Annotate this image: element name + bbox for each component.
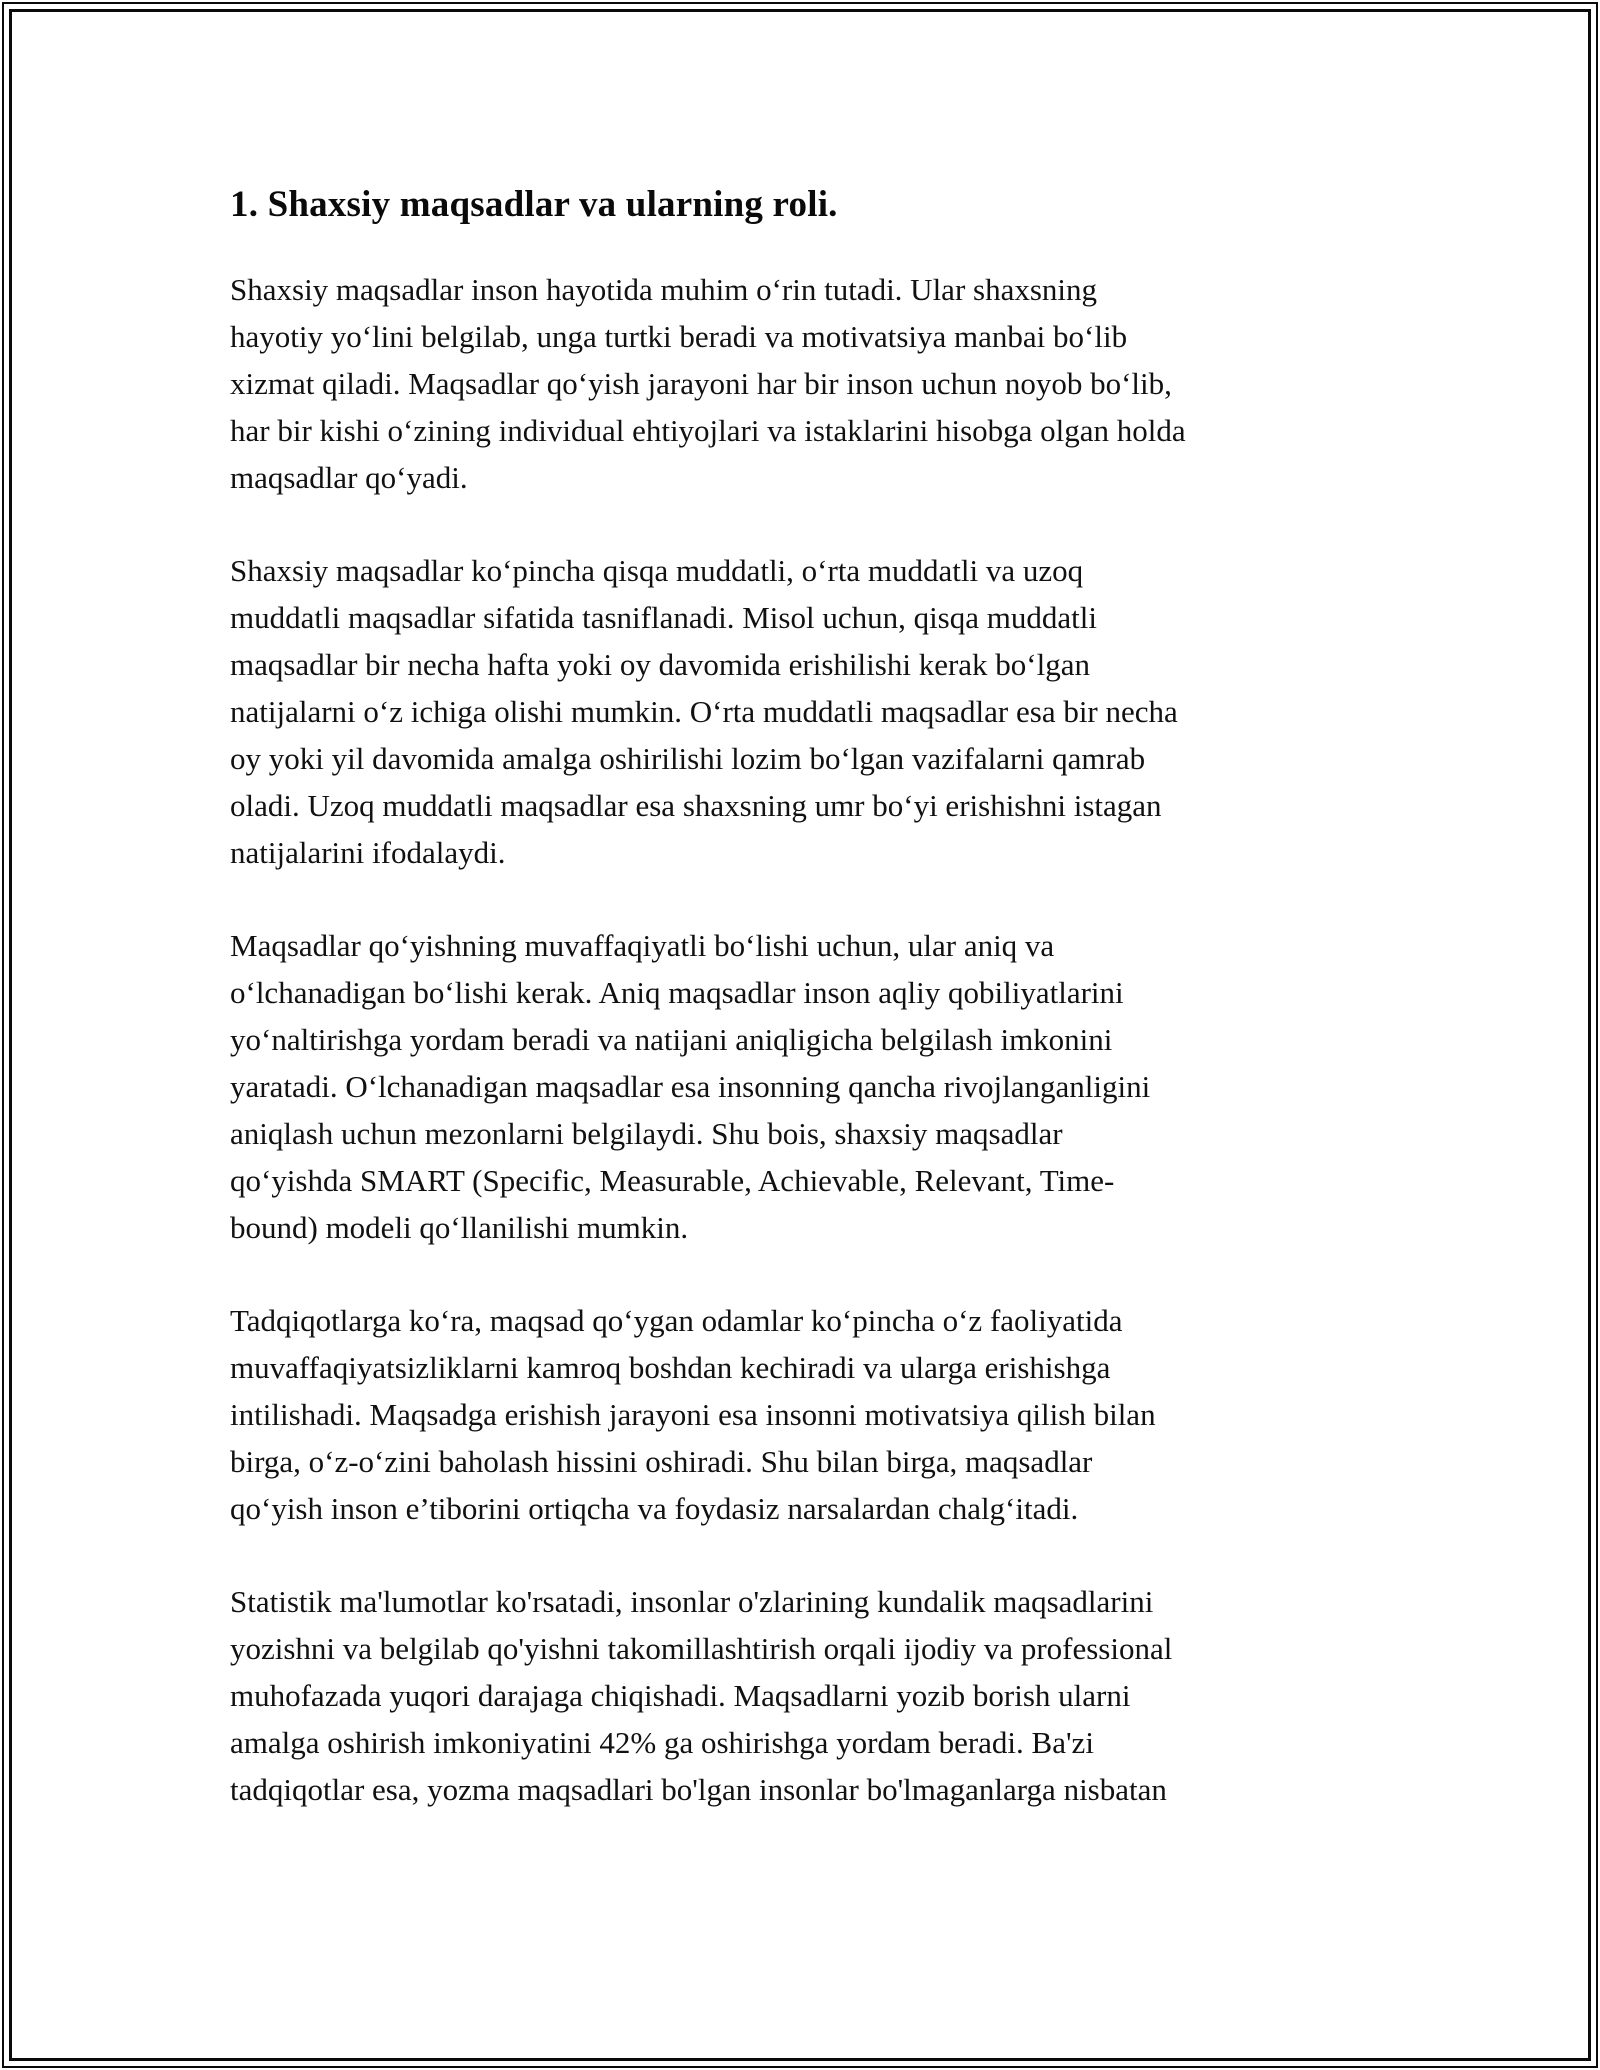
text-line: Statistik ma'lumotlar ko'rsatadi, insonlar o'zlarining kundalik maqsadlarini	[230, 1584, 1154, 1619]
text-line: hayotiy yo‘lini belgilab, unga turtki beradi va motivatsiya manbai bo‘lib	[230, 319, 1128, 354]
page-title: 1. Shaxsiy maqsadlar va ularning roli.	[230, 184, 838, 225]
text-line: yozishni va belgilab qo'yishni takomillashtirish orqali ijodiy va professional	[230, 1631, 1173, 1666]
text-line: maqsadlar qo‘yadi.	[230, 460, 468, 495]
text-line: natijalarni o‘z ichiga olishi mumkin. O‘rta muddatli maqsadlar esa bir necha	[230, 694, 1178, 729]
text-line: Shaxsiy maqsadlar ko‘pincha qisqa muddatli, o‘rta muddatli va uzoq	[230, 553, 1084, 588]
text-line: o‘lchanadigan bo‘lishi kerak. Aniq maqsadlar inson aqliy qobiliyatlarini	[230, 975, 1124, 1010]
paragraph	[230, 1578, 1380, 1813]
text-line: tadqiqotlar esa, yozma maqsadlari bo'lgan insonlar bo'lmaganlarga nisbatan	[230, 1772, 1167, 1807]
text-line: Shaxsiy maqsadlar inson hayotida muhim o‘rin tutadi. Ular shaxsning	[230, 272, 1098, 307]
text-line: aniqlash uchun mezonlarni belgilaydi. Shu bois, shaxsiy maqsadlar	[230, 1116, 1063, 1151]
text-line: oladi. Uzoq muddatli maqsadlar esa shaxsning umr bo‘yi erishishni istagan	[230, 788, 1162, 823]
paragraph	[230, 1297, 1380, 1532]
text-line: natijalarini ifodalaydi.	[230, 835, 506, 870]
text-line: yaratadi. O‘lchanadigan maqsadlar esa insonning qancha rivojlanganligini	[230, 1069, 1151, 1104]
text-line: birga, o‘z-o‘zini baholash hissini oshiradi. Shu bilan birga, maqsadlar	[230, 1444, 1093, 1479]
text-line: qo‘yishda SMART (Specific, Measurable, Achievable, Relevant, Time-	[230, 1163, 1115, 1198]
text-line: maqsadlar bir necha hafta yoki oy davomida erishilishi kerak bo‘lgan	[230, 647, 1090, 682]
paragraph	[230, 266, 1380, 501]
text-line: har bir kishi o‘zining individual ehtiyojlari va istaklarini hisobga olgan holda	[230, 413, 1186, 448]
paragraph	[230, 922, 1380, 1251]
text-line: intilishadi. Maqsadga erishish jarayoni esa insonni motivatsiya qilish bilan	[230, 1397, 1156, 1432]
text-line: amalga oshirish imkoniyatini 42% ga oshirishga yordam beradi. Ba'zi	[230, 1725, 1094, 1760]
text-line: yo‘naltirishga yordam beradi va natijani aniqligicha belgilash imkonini	[230, 1022, 1113, 1057]
text-line: xizmat qiladi. Maqsadlar qo‘yish jarayoni har bir inson uchun noyob bo‘lib,	[230, 366, 1172, 401]
text-line: qo‘yish inson e’tiborini ortiqcha va foydasiz narsalardan chalg‘itadi.	[230, 1491, 1079, 1526]
text-line: muddatli maqsadlar sifatida tasniflanadi. Misol uchun, qisqa muddatli	[230, 600, 1097, 635]
text-line: Tadqiqotlarga ko‘ra, maqsad qo‘ygan odamlar ko‘pincha o‘z faoliyatida	[230, 1303, 1123, 1338]
text-line: Maqsadlar qo‘yishning muvaffaqiyatli bo‘lishi uchun, ular aniq va	[230, 928, 1055, 963]
document-body	[230, 266, 1380, 1813]
text-line: muhofazada yuqori darajaga chiqishadi. Maqsadlarni yozib borish ularni	[230, 1678, 1131, 1713]
text-line: bound) modeli qo‘llanilishi mumkin.	[230, 1210, 689, 1245]
document-content	[230, 183, 1380, 1813]
text-line: oy yoki yil davomida amalga oshirilishi lozim bo‘lgan vazifalarni qamrab	[230, 741, 1146, 776]
paragraph	[230, 547, 1380, 876]
text-line: muvaffaqiyatsizliklarni kamroq boshdan kechiradi va ularga erishishga	[230, 1350, 1111, 1385]
